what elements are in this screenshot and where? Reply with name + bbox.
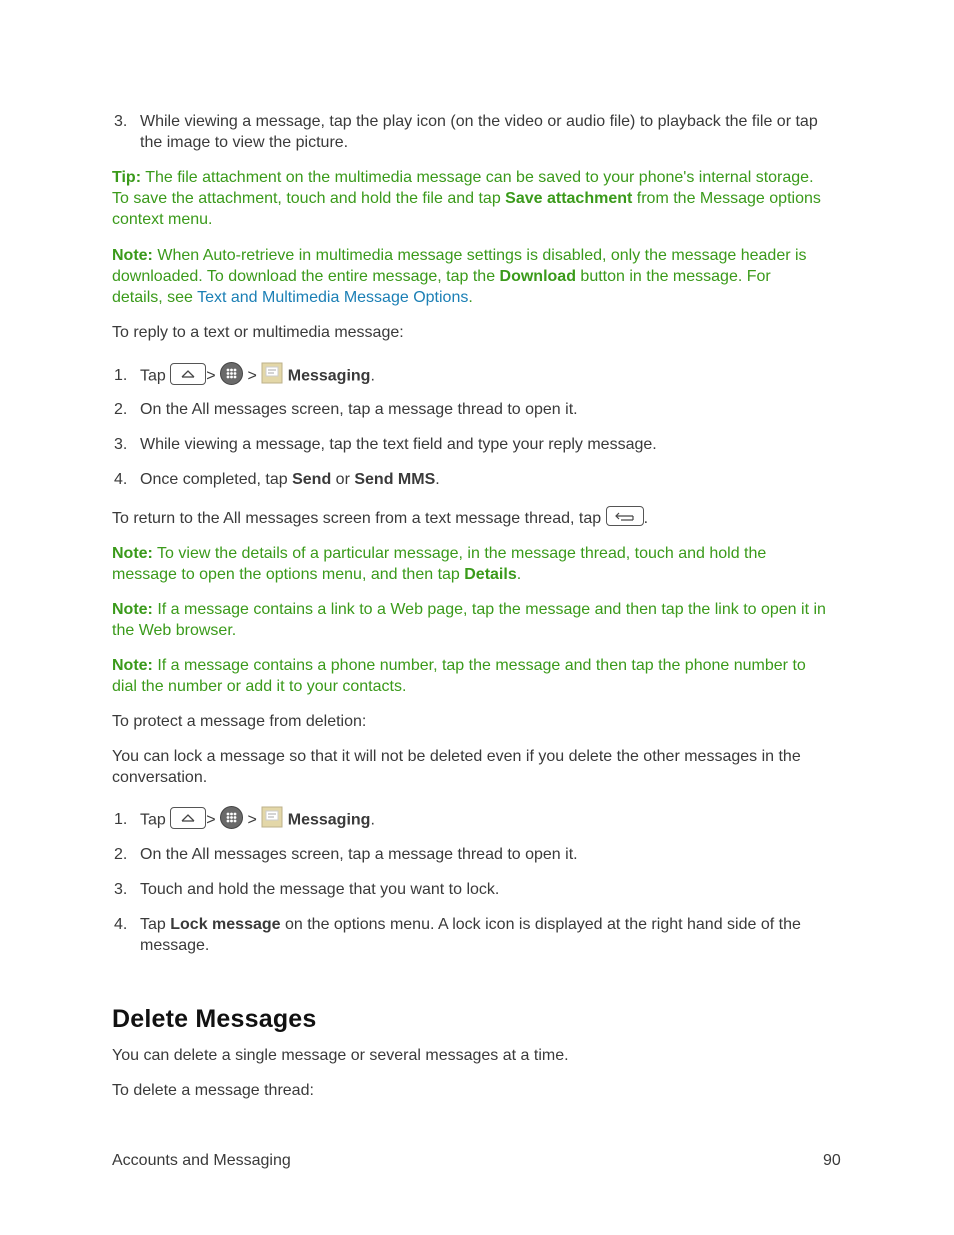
list-item-text: Tap > > Messaging. (140, 365, 375, 388)
note-label: Note: (112, 545, 153, 562)
list-number: 2. (114, 846, 128, 863)
list-number: 3. (114, 881, 128, 898)
note-line: message to open the options menu, and then tap Details. (112, 566, 522, 583)
note-line: Note: To view the details of a particular message, in the message thread, touch and hold the (112, 545, 767, 562)
list-number: 1. (114, 367, 128, 384)
messaging-icon (261, 806, 283, 828)
lock-desc: You can lock a message so that it will not be deleted even if you delete the other messages in the (112, 748, 801, 765)
note-line: details, see Text and Multimedia Message Options. (112, 289, 473, 306)
list-item-text: Tap > > Messaging. (140, 809, 375, 832)
home-icon (170, 363, 206, 385)
note-line: downloaded. To download the entire message, tap the Download button in the message. For (112, 268, 771, 285)
note-line: the Web browser. (112, 622, 237, 639)
tip-line: To save the attachment, touch and hold the file and tap Save attachment from the Message options (112, 190, 821, 207)
note-line: Note: If a message contains a phone number, tap the message and then tap the phone number to (112, 657, 806, 674)
page-number: 90 (823, 1152, 841, 1169)
lock-desc: conversation. (112, 769, 208, 786)
list-item-text: message. (140, 937, 210, 954)
list-item-text: Touch and hold the message that you want to lock. (140, 881, 500, 898)
home-icon (170, 807, 206, 829)
list-number: 4. (114, 471, 128, 488)
section-heading: Delete Messages (112, 1005, 317, 1033)
list-number: 3. (114, 113, 128, 130)
list-number: 4. (114, 916, 128, 933)
list-item-text: On the All messages screen, tap a message thread to open it. (140, 846, 578, 863)
messaging-icon (261, 362, 283, 384)
list-number: 3. (114, 436, 128, 453)
delete-thread-intro: To delete a message thread: (112, 1082, 314, 1099)
delete-intro: You can delete a single message or several messages at a time. (112, 1047, 569, 1064)
list-item-text: Once completed, tap Send or Send MMS. (140, 471, 440, 488)
tip-label: Tip: (112, 169, 142, 186)
reply-intro: To reply to a text or multimedia message: (112, 324, 404, 341)
apps-icon (220, 362, 243, 385)
list-number: 1. (114, 811, 128, 828)
footer-section: Accounts and Messaging (112, 1152, 291, 1169)
options-link[interactable]: Text and Multimedia Message Options (197, 289, 469, 306)
list-number: 2. (114, 401, 128, 418)
note-line: dial the number or add it to your contacts. (112, 678, 407, 695)
list-item-text: While viewing a message, tap the play icon (on the video or audio file) to playback the file or tap (140, 113, 818, 130)
tip-line: Tip: The file attachment on the multimedia message can be saved to your phone's internal storage. (112, 169, 814, 186)
tip-line: context menu. (112, 211, 213, 228)
list-item-text: the image to view the picture. (140, 134, 349, 151)
apps-icon (220, 806, 243, 829)
back-icon (606, 506, 644, 526)
note-label: Note: (112, 657, 153, 674)
protect-intro: To protect a message from deletion: (112, 713, 367, 730)
list-item-text: Tap Lock message on the options menu. A lock icon is displayed at the right hand side of the (140, 916, 801, 933)
note-label: Note: (112, 601, 153, 618)
note-label: Note: (112, 247, 153, 264)
note-line: Note: If a message contains a link to a Web page, tap the message and then tap the link to open it in (112, 601, 826, 618)
note-line: Note: When Auto-retrieve in multimedia message settings is disabled, only the message header is (112, 247, 807, 264)
return-text: To return to the All messages screen from a text message thread, tap . (112, 508, 648, 529)
list-item-text: On the All messages screen, tap a message thread to open it. (140, 401, 578, 418)
list-item-text: While viewing a message, tap the text field and type your reply message. (140, 436, 657, 453)
